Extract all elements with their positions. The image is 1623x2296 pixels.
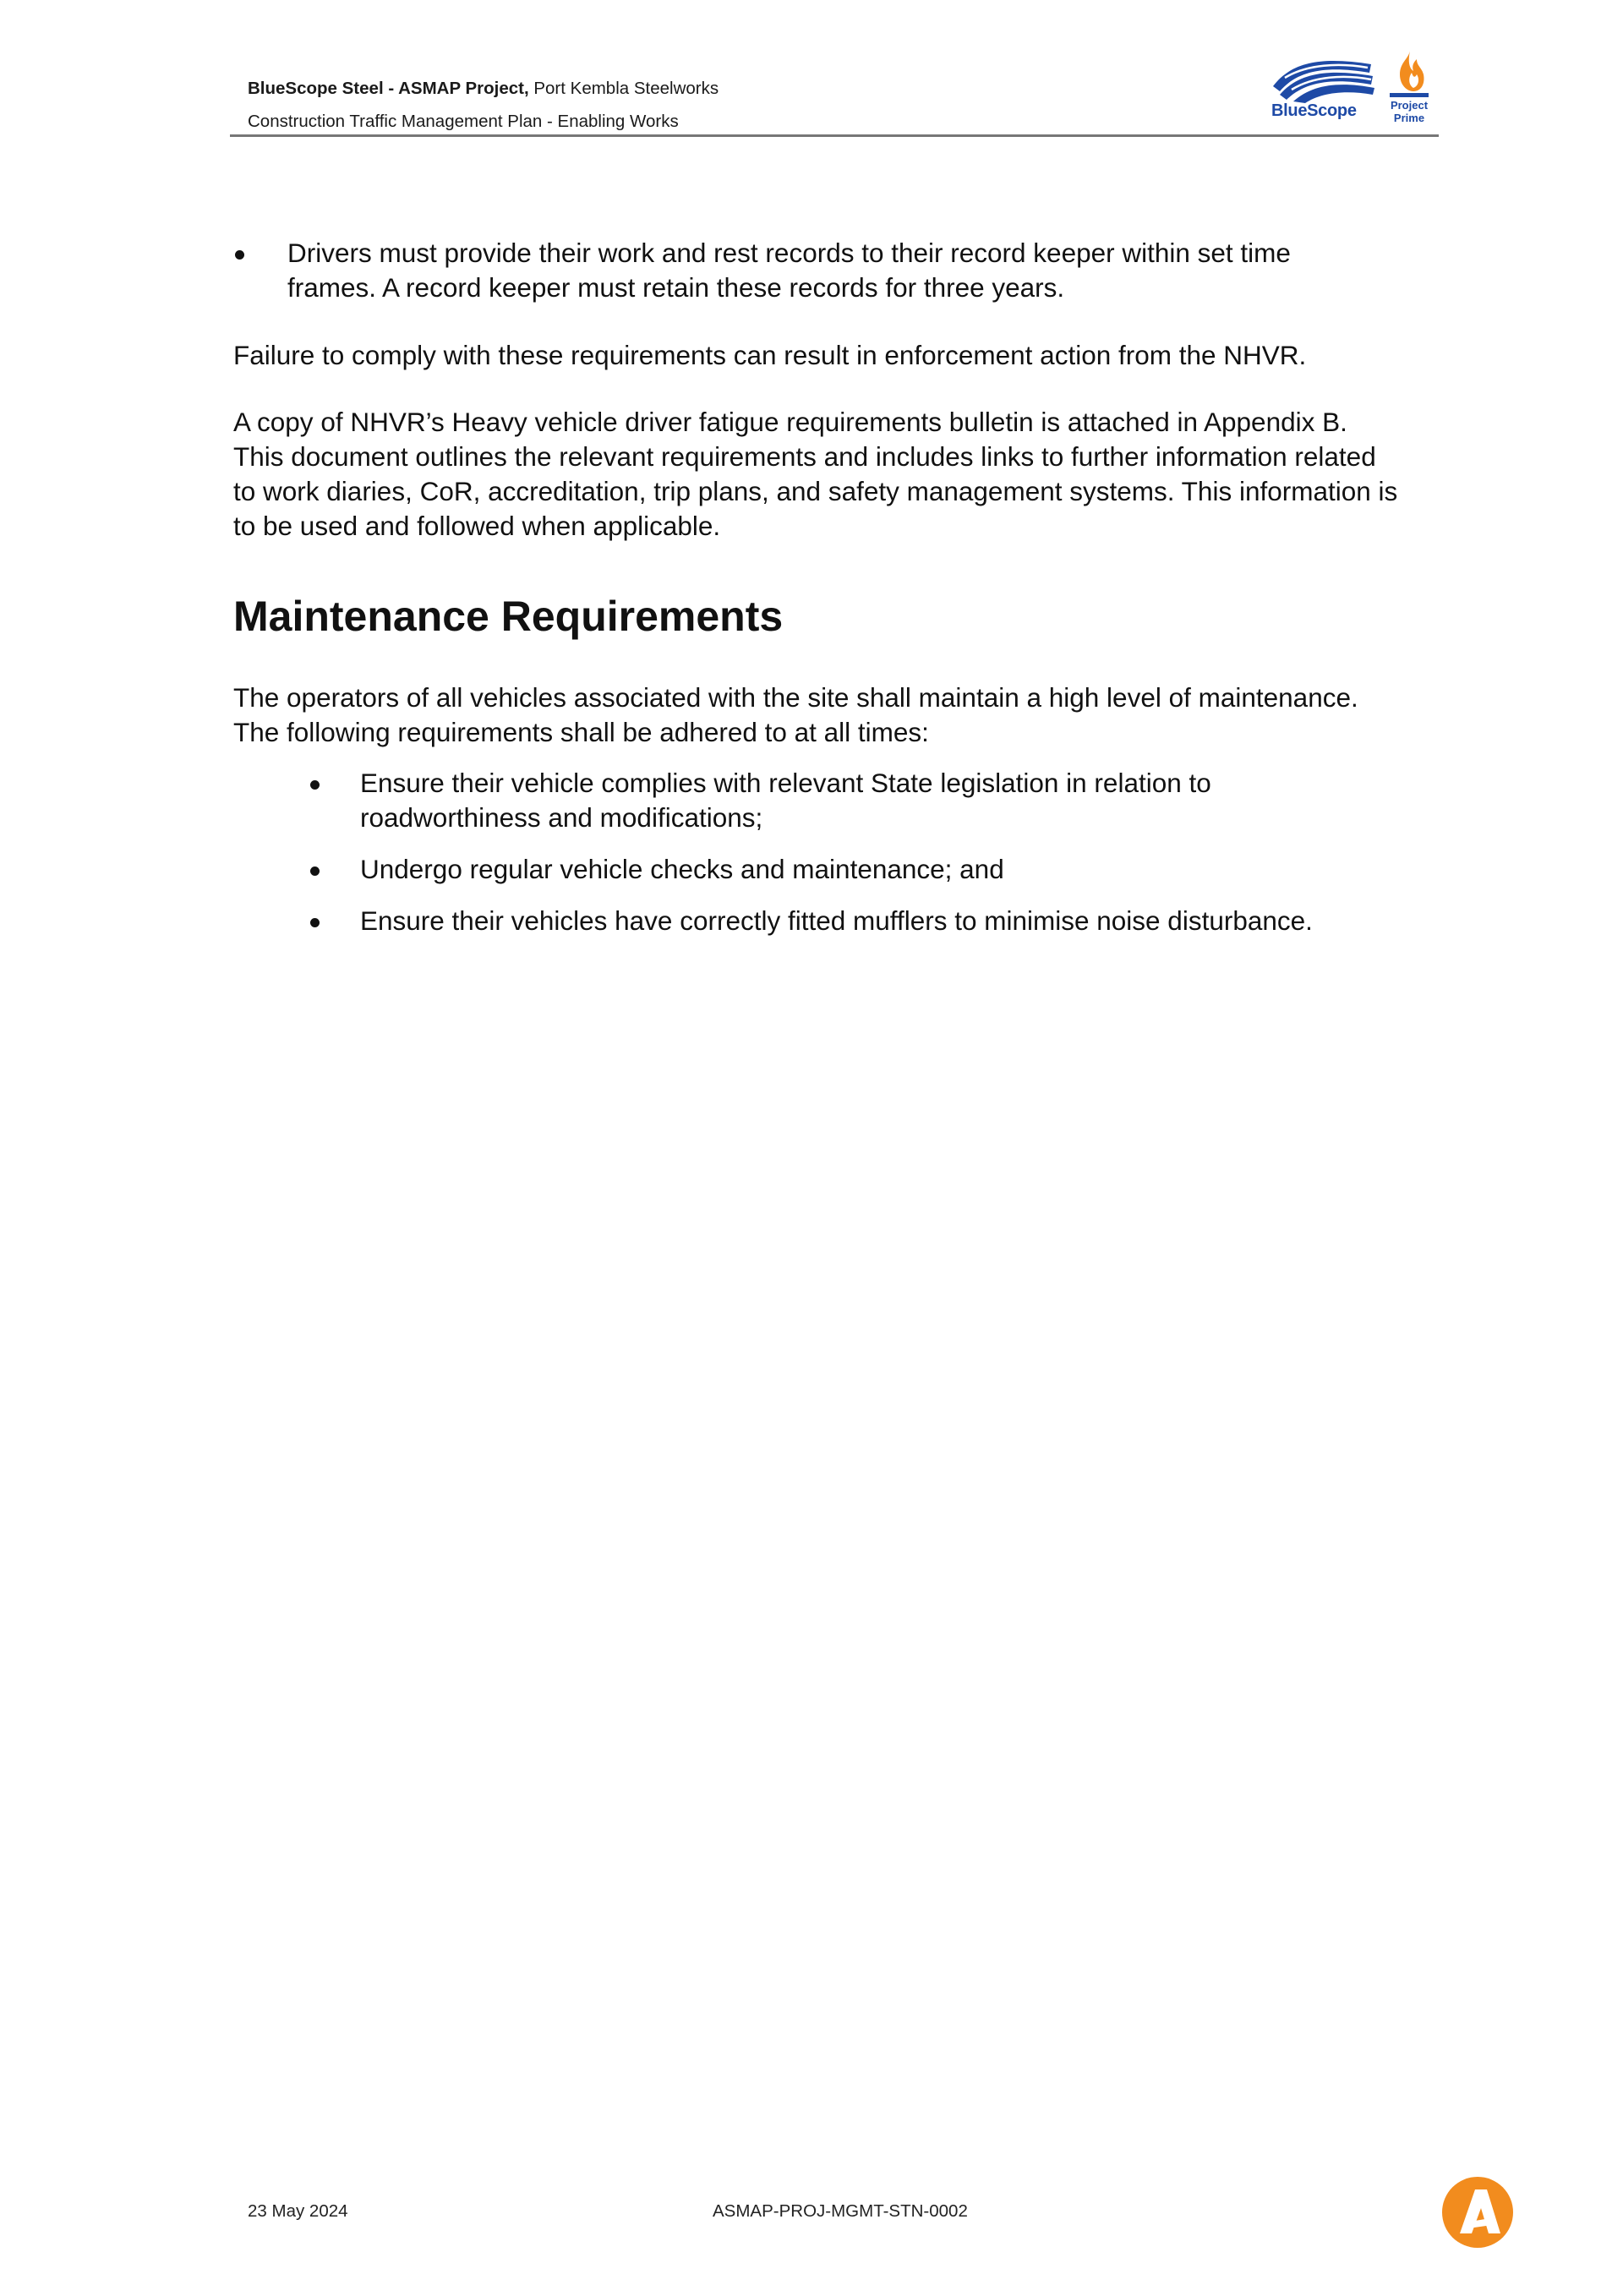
bluescope-logo [1268, 52, 1378, 128]
operators-paragraph-line-2: The following requirements shall be adhered to at all times: [233, 717, 929, 747]
maintenance-item-3: Ensure their vehicles have correctly fitted mufflers to minimise noise disturbance. [360, 905, 1313, 936]
maintenance-item-2: Undergo regular vehicle checks and maintenance; and [360, 854, 1004, 884]
footer-date: 23 May 2024 [248, 2201, 348, 2221]
nhvr-paragraph-line-3: to work diaries, CoR, accreditation, trip plans, and safety management systems. This information is [233, 476, 1398, 506]
records-bullet-line-1: Drivers must provide their work and rest records to their record keeper within set time [287, 238, 1291, 268]
failure-paragraph: Failure to comply with these requirements can result in enforcement action from the NHVR. [233, 340, 1307, 370]
bluescope-wave-icon [1268, 52, 1378, 103]
nhvr-paragraph-line-4: to be used and followed when applicable. [233, 511, 721, 541]
bullet-dot [310, 866, 320, 876]
header-company-line [248, 79, 719, 99]
project-prime-logo [1383, 47, 1435, 128]
header-divider [230, 134, 1439, 137]
flame-icon [1383, 47, 1435, 98]
bullet-dot [235, 250, 244, 260]
records-bullet-line-2: frames. A record keeper must retain these records for three years. [287, 272, 1065, 303]
bullet-dot [310, 918, 320, 927]
a-logo-icon [1441, 2176, 1514, 2249]
maintenance-item-1-line-1: Ensure their vehicle complies with relevant State legislation in relation to [360, 768, 1211, 798]
nhvr-paragraph-line-2: This document outlines the relevant requirements and includes links to further information related [233, 441, 1376, 472]
section-heading: Maintenance Requirements [233, 593, 784, 640]
nhvr-paragraph-line-1: A copy of NHVR’s Heavy vehicle driver fatigue requirements bulletin is attached in Appendix B. [233, 407, 1347, 437]
bluescope-wordmark: BlueScope [1271, 101, 1357, 120]
project-prime-text-2: Prime [1393, 112, 1425, 124]
bullet-dot [310, 780, 320, 790]
header-company-bold: BlueScope Steel - ASMAP Project, [248, 79, 529, 98]
header-subtitle: Construction Traffic Management Plan - Enabling Works [248, 112, 679, 131]
operators-paragraph-line-1: The operators of all vehicles associated with the site shall maintain a high level of maintenance. [233, 682, 1358, 713]
footer-doc-number: ASMAP-PROJ-MGMT-STN-0002 [713, 2201, 968, 2221]
footer-logo [1441, 2176, 1514, 2249]
header-company-location: Port Kembla Steelworks [528, 79, 719, 98]
project-prime-text-1: Project [1390, 99, 1429, 112]
maintenance-item-1-line-2: roadworthiness and modifications; [360, 802, 763, 833]
